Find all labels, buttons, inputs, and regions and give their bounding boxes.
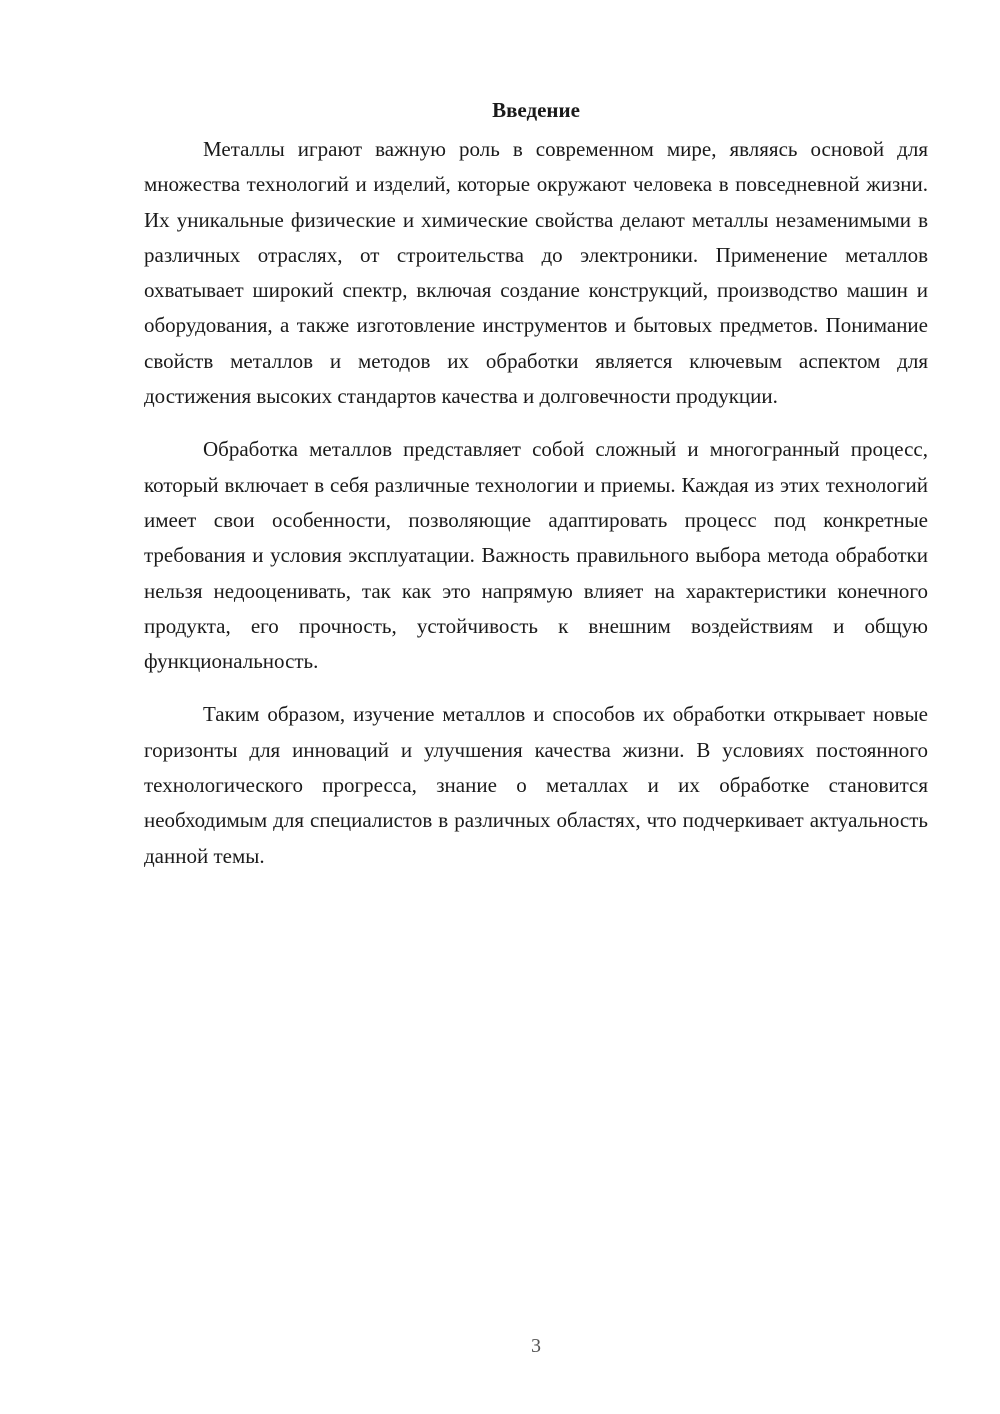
paragraph-3: Таким образом, изучение металлов и способов их обработки открывает новые горизонты для инноваций и улучшения качества жизни. В условиях постоянного технологического прогресса, знание о металлах и их обработке становится необходимым для специалистов в различных областях, что подчеркивает актуальность данной темы.	[144, 702, 928, 868]
paragraph-2: Обработка металлов представляет собой сложный и многогранный процесс, который включает в себя различные технологии и приемы. Каждая из этих технологий имеет свои особенности, позволяющие адаптировать процесс под конкретные требования и условия эксплуатации. Важность правильного выбора метода обработки нельзя недооценивать, так как это напрямую влияет на характеристики конечного продукта, его прочность, устойчивость к внешним воздействиям и общую функциональность.	[144, 437, 928, 674]
section-title: Введение	[492, 98, 580, 122]
page-number: 3	[531, 1335, 541, 1357]
paragraph-1: Металлы играют важную роль в современном мире, являясь основой для множества технологий и изделий, которые окружают человека в повседневной жизни. Их уникальные физические и химические свойства делают металлы незаменимыми в различных отраслях, от строительства до электроники. Применение металлов охватывает широкий спектр, включая создание конструкций, производство машин и оборудования, а также изготовление инструментов и бытовых предметов. Понимание свойств металлов и методов их обработки является ключевым аспектом для достижения высоких стандартов качества и долговечности продукции.	[144, 137, 928, 409]
page-content	[144, 96, 928, 892]
